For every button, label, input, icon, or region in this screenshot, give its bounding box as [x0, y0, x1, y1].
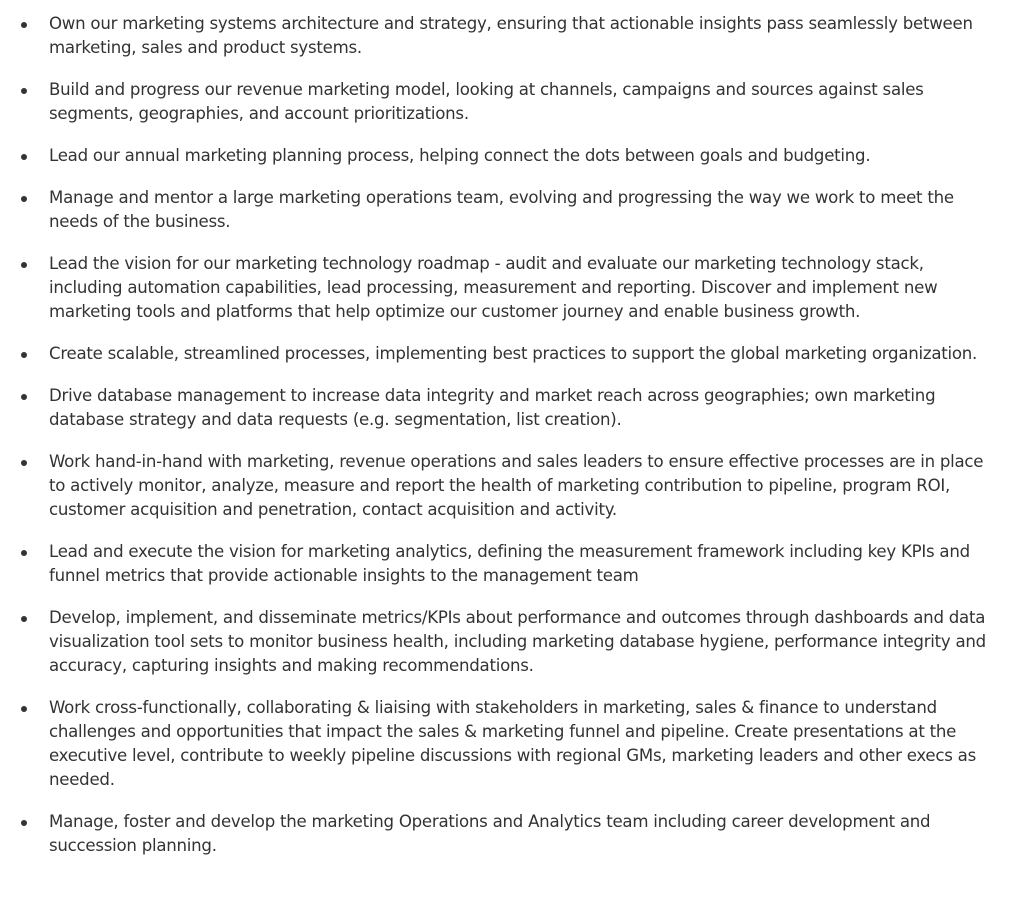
list-item-text: Drive database management to increase data integrity and market reach across geographies; own marketing database strategy and data requests (e.g. segmentation, list creation). — [49, 386, 936, 429]
bullet-icon — [21, 460, 27, 466]
list-item — [0, 186, 1016, 234]
bullet-icon — [21, 706, 27, 712]
list-item — [0, 540, 1016, 588]
list-item-text: Work hand-in-hand with marketing, revenue operations and sales leaders to ensure effective processes are in place to actively monitor, analyze, measure and report the health of marketing contribution to pipeline, program ROI, customer acquisition and penetration, contact acquisition and activity. — [49, 452, 984, 519]
list-item-text: Lead and execute the vision for marketing analytics, defining the measurement framework including key KPIs and funnel metrics that provide actionable insights to the management team — [49, 542, 970, 585]
list-item-text: Manage and mentor a large marketing operations team, evolving and progressing the way we work to meet the needs of the business. — [49, 188, 954, 231]
bullet-icon — [21, 394, 27, 400]
bullet-icon — [21, 352, 27, 358]
list-item — [0, 696, 1016, 792]
list-item-text: Create scalable, streamlined processes, implementing best practices to support the global marketing organization. — [49, 344, 978, 363]
list-item — [0, 342, 1016, 366]
list-item-text: Build and progress our revenue marketing model, looking at channels, campaigns and sources against sales segments, geographies, and account prioritizations. — [49, 80, 924, 123]
list-item-text: Work cross-functionally, collaborating & liaising with stakeholders in marketing, sales & finance to understand challenges and opportunities that impact the sales & marketing funnel and pipeline. Create presentations at the executive level, contribute to weekly pipeline discussions with regional GMs, marketing leaders and other execs as needed. — [49, 698, 976, 789]
list-item-text: Lead our annual marketing planning process, helping connect the dots between goals and budgeting. — [49, 146, 871, 165]
list-item — [0, 450, 1016, 522]
bullet-icon — [21, 196, 27, 202]
list-item-text: Lead the vision for our marketing technology roadmap - audit and evaluate our marketing technology stack, including automation capabilities, lead processing, measurement and reporting. Discover and implement new marketing tools and platforms that help optimize our customer journey and enable business growth. — [49, 254, 938, 321]
bullet-icon — [21, 550, 27, 556]
bullet-icon — [21, 262, 27, 268]
bullet-icon — [21, 22, 27, 28]
bullet-icon — [21, 616, 27, 622]
list-item — [0, 252, 1016, 324]
bullet-icon — [21, 88, 27, 94]
list-item — [0, 384, 1016, 432]
bullet-icon — [21, 820, 27, 826]
list-item — [0, 144, 1016, 168]
list-item-text: Own our marketing systems architecture and strategy, ensuring that actionable insights pass seamlessly between marketing, sales and product systems. — [49, 14, 973, 57]
list-item-text: Develop, implement, and disseminate metrics/KPIs about performance and outcomes through dashboards and data visualization tool sets to monitor business health, including marketing database hygiene, performance integrity and accuracy, capturing insights and making recommendations. — [49, 608, 986, 675]
list-item — [0, 606, 1016, 678]
list-item — [0, 810, 1016, 858]
list-item — [0, 78, 1016, 126]
list-item-text: Manage, foster and develop the marketing Operations and Analytics team including career development and succession planning. — [49, 812, 931, 855]
bullet-icon — [21, 154, 27, 160]
list-item — [0, 12, 1016, 60]
